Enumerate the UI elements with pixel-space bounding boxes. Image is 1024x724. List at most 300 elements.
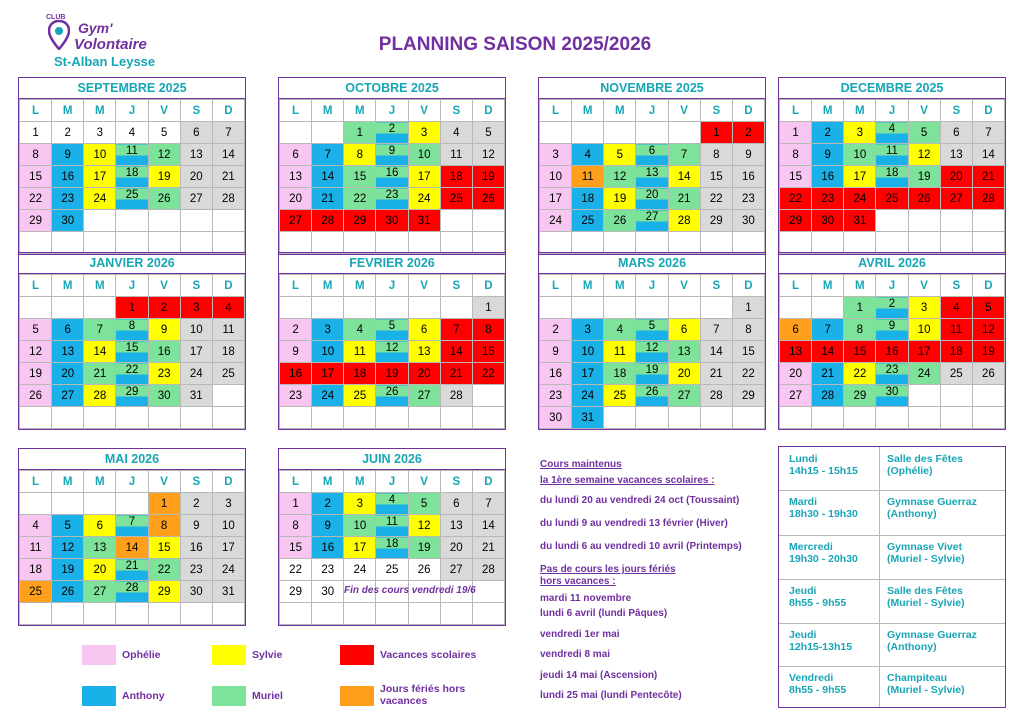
legend-feries: Jours fériés hors vacances: [380, 683, 466, 707]
day-cell: 6: [180, 122, 212, 144]
day-cell: 22: [472, 363, 504, 385]
day-cell: 2: [540, 319, 572, 341]
day-cell: 29: [844, 385, 876, 407]
schedule-table: [778, 446, 1006, 708]
day-cell: [668, 407, 700, 429]
weekday-header: L: [20, 275, 52, 297]
day-cell: 6: [440, 493, 472, 515]
day-cell: 17: [408, 166, 440, 188]
day-cell: 12: [604, 166, 636, 188]
weekday-header: M: [604, 275, 636, 297]
weekday-header: V: [408, 471, 440, 493]
day-cell: 2: [876, 297, 908, 319]
day-cell: 4: [604, 319, 636, 341]
day-cell: 9: [312, 515, 344, 537]
day-cell: 21: [812, 363, 844, 385]
month-title: MARS 2026: [539, 253, 765, 274]
day-cell: 13: [84, 537, 116, 559]
day-cell: 3: [408, 122, 440, 144]
month-title: MAI 2026: [19, 449, 245, 470]
day-cell: 25: [572, 210, 604, 232]
day-cell: 2: [280, 319, 312, 341]
day-cell: 11: [344, 341, 376, 363]
day-cell: 27: [668, 385, 700, 407]
weekday-header: M: [604, 100, 636, 122]
day-cell: 4: [212, 297, 244, 319]
day-cell: 23: [52, 188, 84, 210]
day-cell: 16: [732, 166, 764, 188]
weekday-header: V: [408, 100, 440, 122]
day-cell: 15: [732, 341, 764, 363]
weekday-header: M: [844, 275, 876, 297]
legend-swatch-feries: [340, 686, 374, 706]
day-cell: 8: [732, 319, 764, 341]
weekday-header: L: [280, 471, 312, 493]
day-cell: 27: [940, 188, 972, 210]
schedule-time: 18h30 - 19h30: [789, 508, 858, 520]
day-cell: 15: [780, 166, 812, 188]
day-cell: 24: [312, 385, 344, 407]
weekday-header: M: [52, 100, 84, 122]
day-cell: 14: [972, 144, 1004, 166]
day-cell: 21: [84, 363, 116, 385]
day-cell: 14: [212, 144, 244, 166]
day-cell: 18: [376, 537, 408, 559]
day-cell: 13: [52, 341, 84, 363]
weekday-header: D: [472, 471, 504, 493]
month-title: JUIN 2026: [279, 449, 505, 470]
day-cell: 26: [972, 363, 1004, 385]
weekday-header: L: [540, 275, 572, 297]
day-cell: 15: [344, 166, 376, 188]
day-cell: 28: [312, 210, 344, 232]
weekday-header: D: [212, 471, 244, 493]
schedule-day: Jeudi: [789, 585, 817, 597]
day-cell: 28: [472, 559, 504, 581]
day-cell: [472, 385, 504, 407]
day-cell: 29: [732, 385, 764, 407]
info-ferie-5: jeudi 14 mai (Ascension): [540, 670, 658, 681]
schedule-row: [779, 490, 1005, 536]
day-cell: 5: [20, 319, 52, 341]
legend-swatch-anthony: [82, 686, 116, 706]
weekday-header: S: [940, 100, 972, 122]
weekday-header: V: [408, 275, 440, 297]
day-cell: 24: [844, 188, 876, 210]
legend-swatch-vacances: [340, 645, 374, 665]
day-cell: 24: [212, 559, 244, 581]
day-cell: 17: [540, 188, 572, 210]
weekday-header: J: [116, 471, 148, 493]
day-cell: 16: [180, 537, 212, 559]
day-cell: 31: [844, 210, 876, 232]
weekday-header: S: [440, 275, 472, 297]
day-cell: 11: [876, 144, 908, 166]
day-cell: 22: [148, 559, 180, 581]
day-cell: 23: [812, 188, 844, 210]
weekday-header: J: [376, 100, 408, 122]
legend-sylvie: Sylvie: [252, 649, 283, 661]
day-cell: 20: [636, 188, 668, 210]
legend-vacances: Vacances scolaires: [380, 649, 477, 661]
weekday-header: M: [312, 275, 344, 297]
day-cell: 10: [408, 144, 440, 166]
day-cell: 30: [732, 210, 764, 232]
day-cell: 20: [780, 363, 812, 385]
schedule-time: 8h55 - 9h55: [789, 597, 847, 609]
day-cell: 25: [940, 363, 972, 385]
location-pin-icon: [48, 20, 70, 50]
day-cell: 7: [972, 122, 1004, 144]
day-cell: 23: [876, 363, 908, 385]
day-cell: 1: [148, 493, 180, 515]
day-cell: 2: [376, 122, 408, 144]
info-ferie-3: vendredi 1er mai: [540, 629, 620, 640]
legend-ophelie: Ophélie: [122, 649, 161, 661]
day-cell: 12: [636, 341, 668, 363]
day-cell: 5: [908, 122, 940, 144]
day-cell: 18: [20, 559, 52, 581]
day-cell: 18: [344, 363, 376, 385]
day-cell: 23: [280, 385, 312, 407]
day-cell: 19: [408, 537, 440, 559]
day-cell: [972, 385, 1004, 407]
day-cell: 15: [20, 166, 52, 188]
day-cell: 15: [844, 341, 876, 363]
day-cell: [20, 297, 52, 319]
day-cell: 9: [280, 341, 312, 363]
month-calendar: [538, 77, 766, 255]
day-cell: 15: [280, 537, 312, 559]
day-cell: 19: [972, 341, 1004, 363]
day-cell: [84, 297, 116, 319]
day-cell: 7: [668, 144, 700, 166]
day-cell: 1: [700, 122, 732, 144]
day-cell: 10: [180, 319, 212, 341]
day-cell: [440, 297, 472, 319]
weekday-header: M: [84, 471, 116, 493]
day-cell: [972, 210, 1004, 232]
day-cell: 26: [52, 581, 84, 603]
month-calendar: [278, 77, 506, 255]
schedule-coach: (Muriel - Sylvie): [887, 553, 965, 565]
logo-line1: Gym': [78, 20, 113, 36]
weekday-header: M: [84, 100, 116, 122]
day-cell: 27: [280, 210, 312, 232]
schedule-day: Vendredi: [789, 672, 834, 684]
day-cell: 30: [312, 581, 344, 603]
day-cell: 18: [604, 363, 636, 385]
day-cell: 25: [376, 559, 408, 581]
info-heading-hors: hors vacances :: [540, 576, 616, 587]
weekday-header: V: [908, 100, 940, 122]
day-cell: [20, 493, 52, 515]
day-cell: 14: [312, 166, 344, 188]
day-cell: 6: [940, 122, 972, 144]
day-cell: 22: [20, 188, 52, 210]
day-cell: 28: [84, 385, 116, 407]
info-ferie-2: lundi 6 avril (lundi Pâques): [540, 608, 668, 619]
weekday-header: D: [472, 100, 504, 122]
day-cell: [780, 297, 812, 319]
day-cell: 2: [148, 297, 180, 319]
day-cell: 27: [180, 188, 212, 210]
weekday-header: L: [780, 100, 812, 122]
weekday-header: J: [876, 275, 908, 297]
schedule-coach: (Muriel - Sylvie): [887, 597, 965, 609]
weekday-header: M: [52, 471, 84, 493]
day-cell: 15: [148, 537, 180, 559]
day-cell: 5: [376, 319, 408, 341]
day-cell: 1: [280, 493, 312, 515]
day-cell: 17: [212, 537, 244, 559]
day-cell: 12: [376, 341, 408, 363]
day-cell: [636, 407, 668, 429]
month-title: JANVIER 2026: [19, 253, 245, 274]
day-cell: 14: [116, 537, 148, 559]
day-cell: 24: [344, 559, 376, 581]
day-cell: 23: [148, 363, 180, 385]
day-cell: [876, 210, 908, 232]
day-cell: 5: [472, 122, 504, 144]
end-note: Fin des cours vendredi 19/6: [344, 585, 476, 596]
day-cell: 1: [344, 122, 376, 144]
day-cell: 25: [20, 581, 52, 603]
weekday-header: M: [84, 275, 116, 297]
day-cell: 10: [84, 144, 116, 166]
day-cell: [636, 297, 668, 319]
day-cell: 23: [540, 385, 572, 407]
day-cell: 15: [472, 341, 504, 363]
weekday-header: J: [116, 275, 148, 297]
weekday-header: J: [636, 100, 668, 122]
weekday-header: J: [376, 275, 408, 297]
day-cell: 3: [344, 493, 376, 515]
month-calendar: [18, 448, 246, 626]
day-cell: 25: [116, 188, 148, 210]
day-cell: 22: [844, 363, 876, 385]
month-title: AVRIL 2026: [779, 253, 1005, 274]
day-cell: 6: [408, 319, 440, 341]
day-cell: 18: [876, 166, 908, 188]
day-cell: 16: [540, 363, 572, 385]
weekday-header: L: [20, 100, 52, 122]
day-cell: 16: [312, 537, 344, 559]
day-cell: 14: [812, 341, 844, 363]
legend-muriel: Muriel: [252, 690, 283, 702]
day-cell: [344, 297, 376, 319]
day-cell: 26: [376, 385, 408, 407]
info-toussaint: du lundi 20 au vendredi 24 oct (Toussaint): [540, 495, 740, 506]
day-cell: 29: [344, 210, 376, 232]
day-cell: 13: [440, 515, 472, 537]
day-cell: [940, 385, 972, 407]
day-cell: 5: [636, 319, 668, 341]
day-cell: [280, 297, 312, 319]
weekday-header: V: [908, 275, 940, 297]
day-cell: [812, 297, 844, 319]
weekday-header: J: [116, 100, 148, 122]
day-cell: 17: [312, 363, 344, 385]
day-cell: 3: [212, 493, 244, 515]
day-cell: 12: [972, 319, 1004, 341]
day-cell: 23: [376, 188, 408, 210]
day-cell: 10: [572, 341, 604, 363]
schedule-row: [779, 623, 1005, 667]
day-cell: 7: [812, 319, 844, 341]
weekday-header: S: [700, 100, 732, 122]
day-cell: 10: [540, 166, 572, 188]
day-cell: 27: [84, 581, 116, 603]
day-cell: 10: [312, 341, 344, 363]
day-cell: 11: [376, 515, 408, 537]
day-cell: 7: [700, 319, 732, 341]
day-cell: 7: [84, 319, 116, 341]
day-cell: 27: [52, 385, 84, 407]
day-cell: 6: [52, 319, 84, 341]
day-cell: 10: [844, 144, 876, 166]
day-cell: 4: [440, 122, 472, 144]
day-cell: 25: [344, 385, 376, 407]
legend-swatch-ophelie: [82, 645, 116, 665]
weekday-header: S: [940, 275, 972, 297]
weekday-header: L: [20, 471, 52, 493]
day-cell: 17: [844, 166, 876, 188]
day-cell: 8: [344, 144, 376, 166]
day-cell: [604, 122, 636, 144]
schedule-time: 19h30 - 20h30: [789, 553, 858, 565]
day-cell: 25: [212, 363, 244, 385]
day-cell: 1: [472, 297, 504, 319]
day-cell: [180, 210, 212, 232]
day-cell: 3: [844, 122, 876, 144]
day-cell: 20: [52, 363, 84, 385]
day-cell: 16: [148, 341, 180, 363]
info-ferie-1: mardi 11 novembre: [540, 593, 632, 604]
day-cell: 4: [876, 122, 908, 144]
schedule-coach: (Ophélie): [887, 465, 933, 477]
day-cell: 2: [812, 122, 844, 144]
day-cell: [604, 297, 636, 319]
day-cell: 26: [604, 210, 636, 232]
day-cell: 28: [440, 385, 472, 407]
day-cell: 4: [940, 297, 972, 319]
day-cell: 29: [148, 581, 180, 603]
day-cell: 16: [52, 166, 84, 188]
day-cell: 1: [732, 297, 764, 319]
day-cell: 20: [940, 166, 972, 188]
day-cell: [212, 210, 244, 232]
day-cell: 19: [148, 166, 180, 188]
day-cell: [908, 385, 940, 407]
day-cell: 24: [908, 363, 940, 385]
day-cell: 5: [604, 144, 636, 166]
day-cell: 8: [116, 319, 148, 341]
schedule-day: Lundi: [789, 453, 818, 465]
day-cell: 28: [812, 385, 844, 407]
day-cell: [604, 407, 636, 429]
day-cell: 11: [116, 144, 148, 166]
month-calendar: [278, 448, 506, 626]
day-cell: 29: [20, 210, 52, 232]
info-ferie-6: lundi 25 mai (lundi Pentecôte): [540, 690, 682, 701]
day-cell: 19: [52, 559, 84, 581]
day-cell: 2: [52, 122, 84, 144]
weekday-header: M: [844, 100, 876, 122]
day-cell: 28: [668, 210, 700, 232]
weekday-header: J: [376, 471, 408, 493]
day-cell: 21: [700, 363, 732, 385]
day-cell: [312, 297, 344, 319]
weekday-header: V: [668, 275, 700, 297]
day-cell: 29: [700, 210, 732, 232]
day-cell: 15: [700, 166, 732, 188]
day-cell: 1: [780, 122, 812, 144]
day-cell: 8: [20, 144, 52, 166]
day-cell: [440, 210, 472, 232]
schedule-coach: (Muriel - Sylvie): [887, 684, 965, 696]
day-cell: 30: [876, 385, 908, 407]
weekday-header: L: [280, 275, 312, 297]
day-cell: 18: [116, 166, 148, 188]
day-cell: [408, 297, 440, 319]
day-cell: 16: [876, 341, 908, 363]
day-cell: 5: [408, 493, 440, 515]
schedule-time: 14h15 - 15h15: [789, 465, 858, 477]
day-cell: [116, 210, 148, 232]
day-cell: 12: [408, 515, 440, 537]
day-cell: 10: [212, 515, 244, 537]
month-title: SEPTEMBRE 2025: [19, 78, 245, 99]
weekday-header: M: [572, 100, 604, 122]
day-cell: 29: [780, 210, 812, 232]
day-cell: 30: [540, 407, 572, 429]
day-cell: 9: [52, 144, 84, 166]
weekday-header: J: [636, 275, 668, 297]
day-cell: 19: [376, 363, 408, 385]
schedule-time: 12h15-13h15: [789, 641, 853, 653]
day-cell: [700, 297, 732, 319]
day-cell: 11: [604, 341, 636, 363]
month-calendar: [778, 77, 1006, 255]
weekday-header: S: [700, 275, 732, 297]
day-cell: 21: [116, 559, 148, 581]
month-calendar: [18, 77, 246, 255]
day-cell: 19: [604, 188, 636, 210]
day-cell: 1: [844, 297, 876, 319]
day-cell: 30: [812, 210, 844, 232]
day-cell: 21: [972, 166, 1004, 188]
day-cell: 3: [540, 144, 572, 166]
info-hiver: du lundi 9 au vendredi 13 février (Hiver): [540, 518, 728, 529]
month-calendar: [778, 252, 1006, 430]
day-cell: 13: [636, 166, 668, 188]
schedule-place: Gymnase Guerraz: [887, 629, 977, 641]
day-cell: 9: [540, 341, 572, 363]
weekday-header: M: [572, 275, 604, 297]
day-cell: 13: [940, 144, 972, 166]
day-cell: 10: [908, 319, 940, 341]
day-cell: 18: [572, 188, 604, 210]
day-cell: 4: [344, 319, 376, 341]
day-cell: 28: [700, 385, 732, 407]
day-cell: 2: [180, 493, 212, 515]
day-cell: 9: [812, 144, 844, 166]
day-cell: 7: [472, 493, 504, 515]
day-cell: 19: [20, 363, 52, 385]
day-cell: 31: [180, 385, 212, 407]
day-cell: 30: [148, 385, 180, 407]
